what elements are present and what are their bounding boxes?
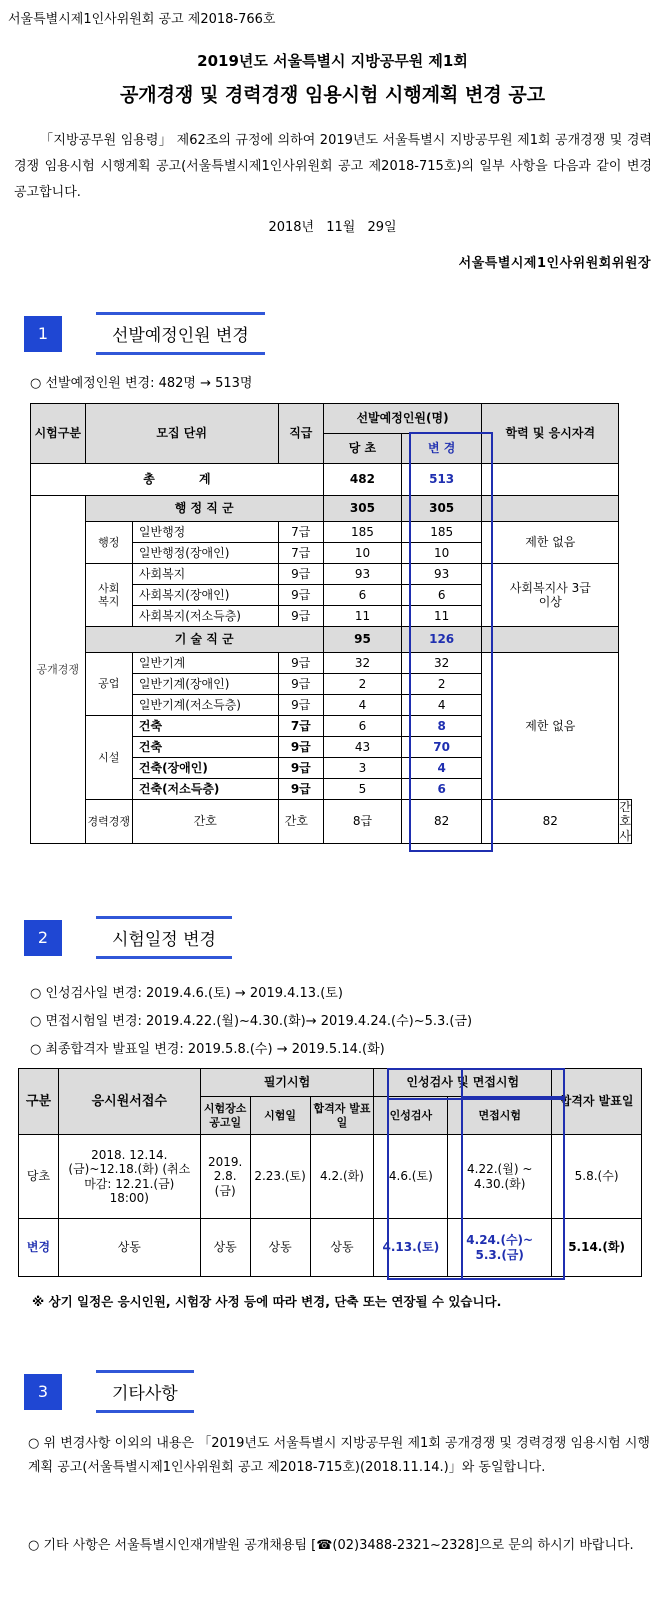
h-qual: 학력 및 응시자격 bbox=[482, 404, 619, 464]
row-grade: 7급 bbox=[278, 543, 323, 564]
row-name: 일반행정 bbox=[132, 522, 278, 543]
qual-none-2: 제한 없음 bbox=[482, 653, 619, 800]
row-name: 건축 bbox=[132, 716, 278, 737]
admin-group-changed: 305 bbox=[402, 496, 482, 522]
h-final: 합격자 발표일 bbox=[552, 1069, 642, 1135]
row-changed: 6 bbox=[402, 779, 482, 800]
section-1-number: 1 bbox=[24, 316, 62, 352]
row-original: 93 bbox=[323, 564, 401, 585]
row-name: 건축 bbox=[132, 737, 278, 758]
section-3-header bbox=[24, 1370, 194, 1413]
sub-welfare: 사회복지 bbox=[85, 564, 132, 627]
total-original: 482 bbox=[323, 464, 401, 496]
orig-exam: 2.23.(토) bbox=[250, 1135, 310, 1219]
schedule-note: ※ 상기 일정은 응시인원, 시험장 사정 등에 따라 변경, 단축 또는 연장될 수 있습니다. bbox=[32, 1294, 502, 1309]
intro-paragraph bbox=[14, 128, 652, 206]
row-name: 사회복지(저소득층) bbox=[132, 606, 278, 627]
sub-admin: 행정 bbox=[85, 522, 132, 564]
h-exam-day: 시험일 bbox=[250, 1097, 310, 1135]
row-grade: 9급 bbox=[278, 779, 323, 800]
row-grade: 9급 bbox=[278, 653, 323, 674]
orig-interview: 4.22.(월) ~ 4.30.(화) bbox=[448, 1135, 552, 1219]
qual-nurse: 간호사 bbox=[619, 800, 631, 843]
section-2-number: 2 bbox=[24, 920, 62, 956]
row-name: 간호 bbox=[278, 800, 323, 844]
row-original: 32 bbox=[323, 653, 401, 674]
qual-none-1: 제한 없음 bbox=[482, 522, 619, 564]
schedule-table bbox=[18, 1068, 642, 1277]
sub-industry: 공업 bbox=[85, 653, 132, 716]
row-grade: 9급 bbox=[278, 585, 323, 606]
chg-exam: 상동 bbox=[250, 1219, 310, 1277]
open-comp: 공개경쟁 bbox=[31, 496, 86, 844]
total-label: 총 계 bbox=[31, 464, 324, 496]
row-changed: 6 bbox=[402, 585, 482, 606]
row-original: 82 bbox=[402, 800, 482, 844]
row-original: 6 bbox=[323, 716, 401, 737]
title-line-1: 2019년도 서울특별시 지방공무원 제1회 bbox=[197, 52, 468, 70]
h-unit: 모집 단위 bbox=[85, 404, 278, 464]
row-changed: 8 bbox=[402, 716, 482, 737]
h-original: 당 초 bbox=[323, 434, 401, 464]
row-original: 43 bbox=[323, 737, 401, 758]
admin-group-original: 305 bbox=[323, 496, 401, 522]
h-div: 구분 bbox=[19, 1069, 59, 1135]
chg-final: 5.14.(화) bbox=[552, 1219, 642, 1277]
orig-personality: 4.6.(토) bbox=[374, 1135, 448, 1219]
row-name: 건축(저소득층) bbox=[132, 779, 278, 800]
admin-group-label: 행 정 직 군 bbox=[85, 496, 323, 522]
section-3-title: 기타사항 bbox=[96, 1370, 194, 1413]
orig-application: 2018. 12.14.(금)~12.18.(화) (취소마감: 12.21.(금) 18:00) bbox=[58, 1135, 200, 1219]
section-1-title: 선발예정인원 변경 bbox=[96, 312, 265, 355]
schedule-bullet-2: ○ 면접시험일 변경: 2019.4.22.(월)~4.30.(화)→ 2019.4.24.(수)~5.3.(금) bbox=[30, 1014, 473, 1029]
tech-group-original: 95 bbox=[323, 627, 401, 653]
section-1-header bbox=[24, 312, 265, 355]
section-1-bullet: ○ 선발예정인원 변경: 482명 → 513명 bbox=[30, 376, 253, 391]
section-2-header bbox=[24, 916, 232, 959]
row-original: 185 bbox=[323, 522, 401, 543]
notice-number: 서울특별시제1인사위원회 공고 제2018-766호 bbox=[8, 12, 276, 27]
signature: 서울특별시제1인사위원회위원장 bbox=[458, 256, 651, 271]
orig-venue: 2019. 2.8.(금) bbox=[200, 1135, 250, 1219]
chg-personality: 4.13.(토) bbox=[374, 1219, 448, 1277]
row-grade: 9급 bbox=[278, 564, 323, 585]
chg-venue: 상동 bbox=[200, 1219, 250, 1277]
h-personality-interview: 인성검사 및 면접시험 bbox=[374, 1069, 552, 1097]
row-changed: 10 bbox=[402, 543, 482, 564]
other-paragraph-2: ○ 기타 사항은 서울특별시인재개발원 공개채용팀 [☎(02)3488-2321~2328]으로 문의 하시기 바랍니다. bbox=[28, 1538, 634, 1553]
row-original: 4 bbox=[323, 695, 401, 716]
row-changed: 82 bbox=[482, 800, 619, 844]
intro-text: 「지방공무원 임용령」 제62조의 규정에 의하여 2019년도 서울특별시 지방공무원 제1회 공개경쟁 및 경력경쟁 임용시험 시행계획 공고(서울특별시제1인사위원회 공고 제2018-715호)의 일부 사항을 다음과 같이 변경 공고합니다. bbox=[14, 133, 652, 200]
row-changed: 4 bbox=[402, 695, 482, 716]
row-original: 2 bbox=[323, 674, 401, 695]
h-category: 시험구분 bbox=[31, 404, 86, 464]
total-changed: 513 bbox=[402, 464, 482, 496]
chg-pass: 상동 bbox=[310, 1219, 374, 1277]
section-2-title: 시험일정 변경 bbox=[96, 916, 232, 959]
row-changed: 70 bbox=[402, 737, 482, 758]
h-grade: 직급 bbox=[278, 404, 323, 464]
chg-label: 변경 bbox=[19, 1219, 59, 1277]
row-name: 일반기계(저소득층) bbox=[132, 695, 278, 716]
admin-group-qual-empty bbox=[482, 496, 619, 522]
row-original: 10 bbox=[323, 543, 401, 564]
row-grade: 8급 bbox=[323, 800, 401, 844]
h-interview: 면접시험 bbox=[448, 1097, 552, 1135]
row-changed: 11 bbox=[402, 606, 482, 627]
notice-date: 2018년 11월 29일 bbox=[268, 220, 397, 235]
tech-group-label: 기 술 직 군 bbox=[85, 627, 323, 653]
row-name: 일반기계(장애인) bbox=[132, 674, 278, 695]
row-name: 일반행정(장애인) bbox=[132, 543, 278, 564]
schedule-bullet-3: ○ 최종합격자 발표일 변경: 2019.5.8.(수) → 2019.5.14.(화) bbox=[30, 1042, 385, 1057]
row-grade: 9급 bbox=[278, 758, 323, 779]
row-changed: 32 bbox=[402, 653, 482, 674]
h-venue: 시험장소 공고일 bbox=[200, 1097, 250, 1135]
row-original: 11 bbox=[323, 606, 401, 627]
sub-nursing: 간호 bbox=[132, 800, 278, 844]
sub-facility: 시설 bbox=[85, 716, 132, 800]
row-grade: 7급 bbox=[278, 522, 323, 543]
h-changed: 변 경 bbox=[402, 434, 482, 464]
h-pass-written: 합격자 발표일 bbox=[310, 1097, 374, 1135]
row-name: 일반기계 bbox=[132, 653, 278, 674]
row-original: 5 bbox=[323, 779, 401, 800]
chg-interview: 4.24.(수)~ 5.3.(금) bbox=[448, 1219, 552, 1277]
qual-welfare: 사회복지사 3급 이상 bbox=[482, 564, 619, 627]
h-planned: 선발예정인원(명) bbox=[323, 404, 481, 434]
career-comp: 경력경쟁 bbox=[85, 800, 132, 844]
row-changed: 4 bbox=[402, 758, 482, 779]
row-name: 건축(장애인) bbox=[132, 758, 278, 779]
row-name: 사회복지(장애인) bbox=[132, 585, 278, 606]
title-line-2: 공개경쟁 및 경력경쟁 임용시험 시행계획 변경 공고 bbox=[119, 84, 546, 106]
schedule-bullet-1: ○ 인성검사일 변경: 2019.4.6.(토) → 2019.4.13.(토) bbox=[30, 986, 343, 1001]
h-written: 필기시험 bbox=[200, 1069, 374, 1097]
tech-group-changed: 126 bbox=[402, 627, 482, 653]
other-paragraph-1: ○ 위 변경사항 이외의 내용은 「2019년도 서울특별시 지방공무원 제1회 공개경쟁 및 경력경쟁 임용시험 시행계획 공고(서울특별시제1인사위원회 공고 제2018-715호)(2018.11.14.)」와 동일합니다. bbox=[28, 1436, 650, 1475]
orig-label: 당초 bbox=[19, 1135, 59, 1219]
row-changed: 2 bbox=[402, 674, 482, 695]
orig-pass: 4.2.(화) bbox=[310, 1135, 374, 1219]
row-grade: 9급 bbox=[278, 606, 323, 627]
total-qual-empty bbox=[482, 464, 619, 496]
row-grade: 7급 bbox=[278, 716, 323, 737]
orig-final: 5.8.(수) bbox=[552, 1135, 642, 1219]
h-personality: 인성검사 bbox=[374, 1097, 448, 1135]
row-name: 사회복지 bbox=[132, 564, 278, 585]
row-changed: 93 bbox=[402, 564, 482, 585]
row-grade: 9급 bbox=[278, 737, 323, 758]
row-original: 3 bbox=[323, 758, 401, 779]
row-grade: 9급 bbox=[278, 674, 323, 695]
section-3-number: 3 bbox=[24, 1374, 62, 1410]
row-original: 6 bbox=[323, 585, 401, 606]
h-application: 응시원서접수 bbox=[58, 1069, 200, 1135]
row-changed: 185 bbox=[402, 522, 482, 543]
chg-application: 상동 bbox=[58, 1219, 200, 1277]
quota-table bbox=[30, 403, 632, 844]
tech-group-qual-empty bbox=[482, 627, 619, 653]
row-grade: 9급 bbox=[278, 695, 323, 716]
